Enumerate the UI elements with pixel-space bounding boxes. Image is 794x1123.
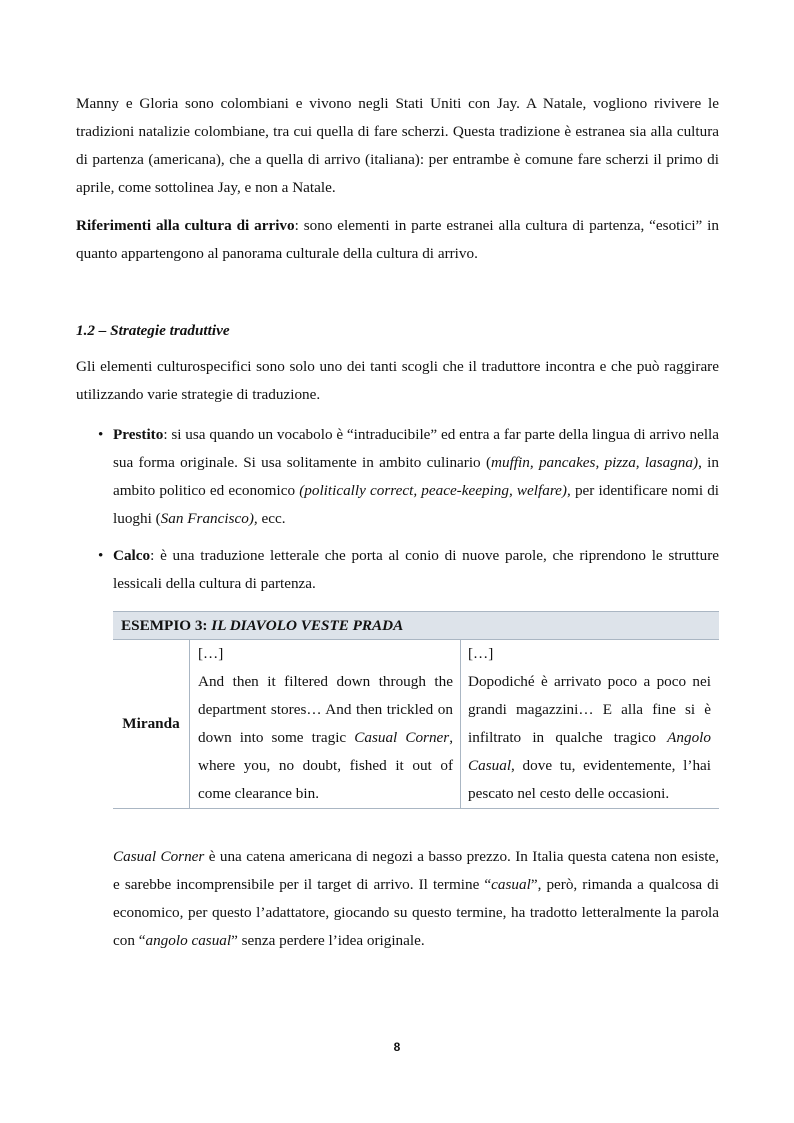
source-text: And then it filtered down through the department stores… And then trickled on down into some tragic <box>198 673 453 746</box>
source-text: , where you, no doubt, fished it out of come clearance bin. <box>198 729 454 802</box>
calco-definition: : è una traduzione letterale che porta al conio di nuove parole, che riprendono le strutture lessicali della cultura di partenza. <box>113 547 719 592</box>
target-italic: Angolo Casual <box>468 729 711 774</box>
term-casual-corner: Casual Corner <box>113 848 205 865</box>
example-row <box>113 640 719 809</box>
prestito-text: , in ambito politico ed economico <box>113 454 719 499</box>
prestito-text: , per identificare nomi di luoghi ( <box>113 482 720 527</box>
riferimenti-definition: : sono elementi in parte estranei alla cultura di partenza, “esotici” in quanto appartengono al panorama culturale della cultura di arrivo. <box>76 217 719 262</box>
prestito-text: : si usa quando un vocabolo è “intraducibile” ed entra a far parte della lingua di arrivo nella sua forma originale. Si usa solitamente in ambito culinario ( <box>113 426 719 471</box>
prestito-example-places: San Francisco), <box>160 510 258 527</box>
example-header-row <box>113 612 719 640</box>
source-bracket: […] <box>198 645 224 662</box>
example-table <box>113 611 719 809</box>
term-calco: Calco <box>113 547 151 564</box>
casual-corner-text: ”, però, rimanda a qualcosa di economico, per questo l’adattatore, giocando su questo termine, ha tradotto letteralmente la parola con “ <box>113 876 719 949</box>
section-title: 1.2 – Strategie traduttive <box>76 322 230 339</box>
speaker-cell: Miranda <box>113 640 190 809</box>
target-text-cell <box>461 640 720 809</box>
source-text-cell <box>190 640 461 809</box>
example-header <box>113 612 719 640</box>
target-text: Dopodiché è arrivato poco a poco nei grandi magazzini… E alla fine si è infiltrato in qualche tragico <box>468 673 711 746</box>
prestito-example-culinary: muffin, pancakes, pizza, lasagna) <box>491 454 699 471</box>
casual-corner-text: è una catena americana di negozi a basso prezzo. In Italia questa catena non esiste, e sarebbe incomprensibile per il target di arrivo. Il termine “ <box>113 848 719 893</box>
term-riferimenti: Riferimenti alla cultura di arrivo <box>76 217 295 234</box>
casual-corner-text: ” senza perdere l’idea originale. <box>231 932 425 949</box>
paragraph-riferimenti <box>76 212 719 268</box>
paragraph-casual-corner <box>113 843 719 955</box>
bullet-calco <box>113 542 719 598</box>
phrase-angolo-casual: angolo casual <box>145 932 232 949</box>
source-italic: Casual Corner <box>354 729 450 746</box>
paragraph-strategie-intro: Gli elementi culturospecifici sono solo uno dei tanti scogli che il traduttore incontra e che può raggirare utilizzando varie strategie di traduzione. <box>76 358 719 403</box>
paragraph-manny-gloria: Manny e Gloria sono colombiani e vivono negli Stati Uniti con Jay. A Natale, vogliono rivivere le tradizioni natalizie colombiane, tra cui quella di fare scherzi. Questa tradizione è estranea sia alla cultura di partenza (americana), che a quella di arrivo (italiana): per entrambe è comune fare scherzi il primo di aprile, come sottolinea Jay, e non a Natale. <box>76 95 719 196</box>
target-text: , dove tu, evidentemente, l’hai pescato nel cesto delle occasioni. <box>468 757 711 802</box>
page-number: 8 <box>393 1040 401 1054</box>
prestito-example-political: (politically correct, peace-keeping, welfare) <box>299 482 567 499</box>
word-casual: casual <box>491 876 531 893</box>
bullet-prestito <box>113 421 719 533</box>
example-label: ESEMPIO 3: <box>121 617 212 634</box>
target-bracket: […] <box>468 645 494 662</box>
example-title: IL DIAVOLO VESTE PRADA <box>211 617 404 634</box>
prestito-text: ecc. <box>257 510 286 527</box>
term-prestito: Prestito <box>113 426 164 443</box>
